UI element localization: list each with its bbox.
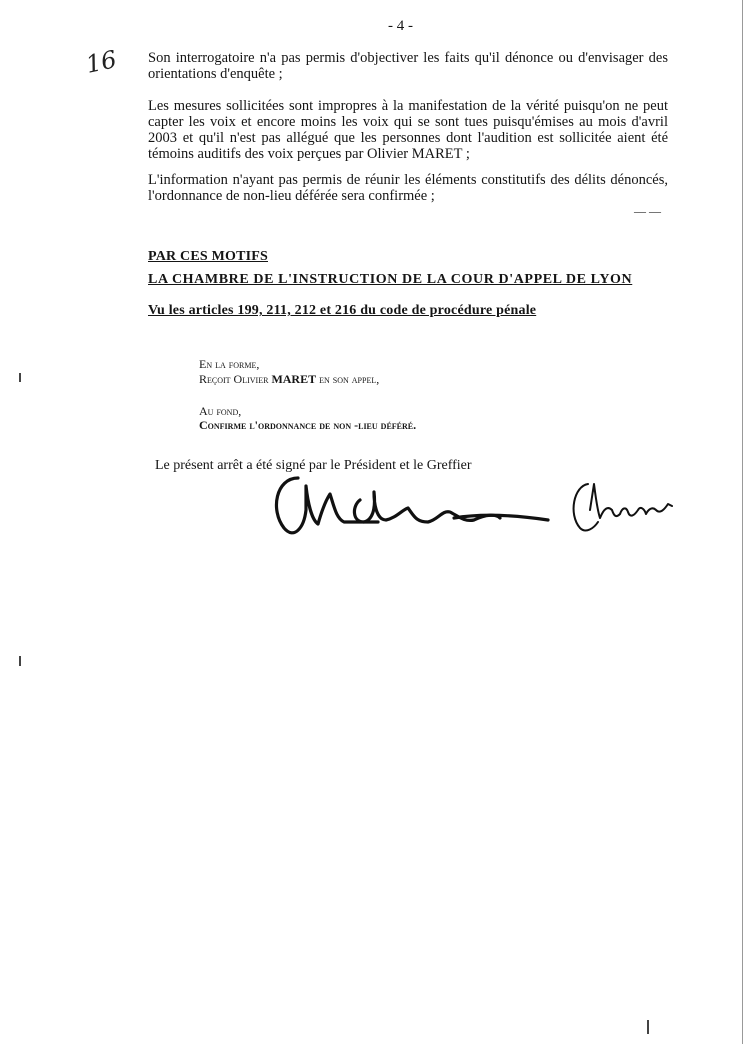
decision-forme-label: En la forme, <box>199 357 260 371</box>
decision-recoit <box>199 372 379 387</box>
decision-recoit-prefix: Reçoit Olivier <box>199 372 272 386</box>
paragraph-interrogatoire: Son interrogatoire n'a pas permis d'objectiver les faits qu'il dénonce ou d'envisager des orientations d'enquête ; <box>148 50 668 82</box>
margin-tick-mark <box>19 656 21 666</box>
closing-statement: Le présent arrêt a été signé par le Président et le Greffier <box>155 458 472 473</box>
signatures <box>268 470 688 540</box>
paragraph-mesures: Les mesures sollicitées sont impropres à la manifestation de la vérité puisqu'on ne peut capter les voix et encore moins les voix qui se sont tues puisqu'émises au mois d'avril 2003 et qu'il n'est pas allégué que les personnes dont l'audition est sollicitée aient été témoins auditifs des voix perçues par Olivier MARET ; <box>148 98 668 162</box>
scan-edge-line <box>742 0 743 1044</box>
dash-mark: — — <box>634 204 661 218</box>
heading-chambre: LA CHAMBRE DE L'INSTRUCTION DE LA COUR D'APPEL DE LYON <box>148 272 633 287</box>
paragraph-information: L'information n'ayant pas permis de réunir les éléments constitutifs des délits dénoncés, l'ordonnance de non-lieu déférée sera confirmée ; <box>148 172 668 204</box>
president-signature <box>276 478 548 533</box>
heading-par-ces-motifs: PAR CES MOTIFS <box>148 249 268 264</box>
decision-confirme: Confirme l'ordonnance de non -lieu déféré. <box>199 418 417 432</box>
decision-recoit-suffix: en son appel, <box>316 372 380 386</box>
corner-tick-mark <box>647 1020 649 1034</box>
handwritten-margin-number: 16 <box>83 45 120 79</box>
page-number: - 4 - <box>388 18 413 34</box>
heading-articles: Vu les articles 199, 211, 212 et 216 du code de procédure pénale <box>148 303 537 318</box>
decision-recoit-name: MARET <box>271 372 317 386</box>
decision-fond-label: Au fond, <box>199 404 242 418</box>
margin-tick-mark <box>19 373 21 382</box>
greffier-signature <box>574 484 672 530</box>
